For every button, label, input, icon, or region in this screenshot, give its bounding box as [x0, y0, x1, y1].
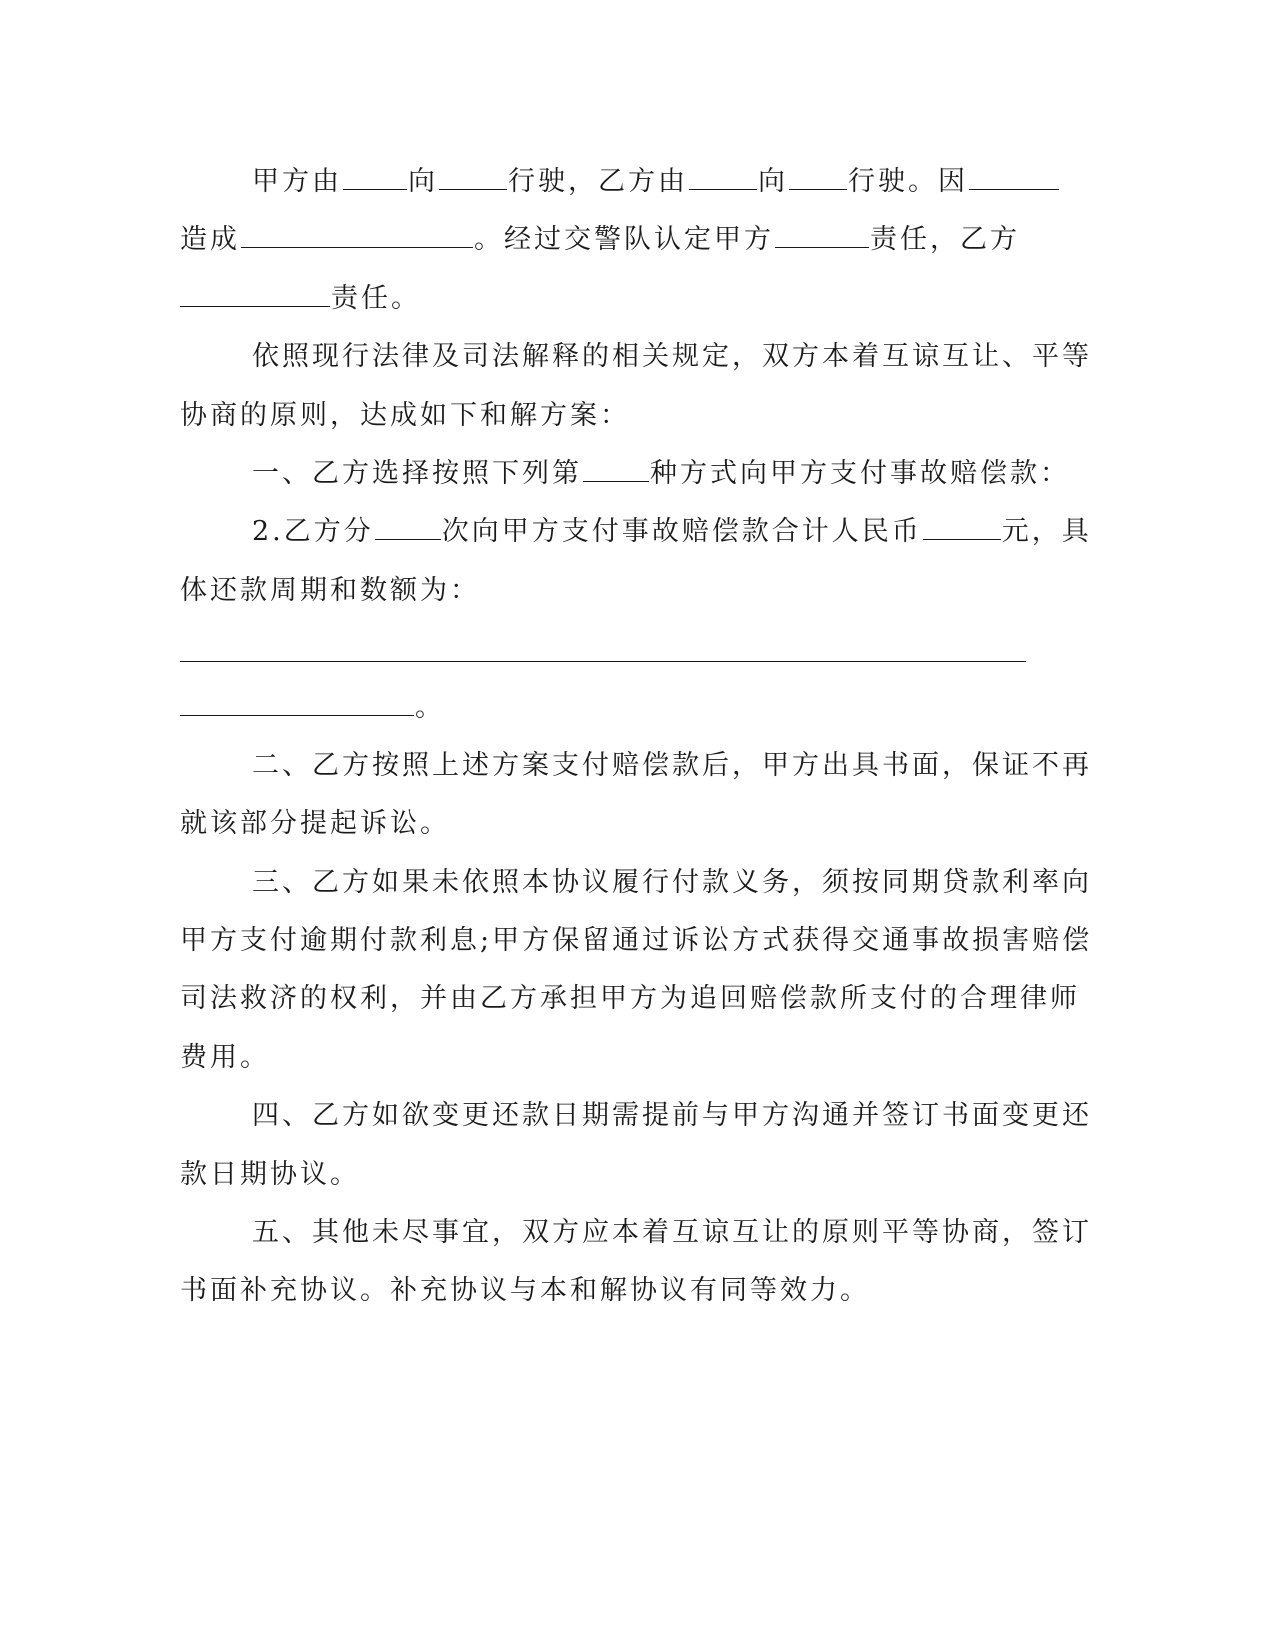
text: 造成	[180, 224, 240, 256]
text: 责任，乙方	[870, 224, 1020, 256]
text: 。经过交警队认定甲方	[474, 224, 774, 256]
text: 一、乙方选择按照下列第	[252, 457, 582, 489]
clause-3-line-3: 司法救济的权利，并由乙方承担甲方为追回赔偿款所支付的合理律师	[180, 983, 1080, 1015]
paragraph-1-line-2	[180, 211, 1030, 269]
clause-3-line-2: 甲方支付逾期付款利息;甲方保留通过诉讼方式获得交通事故损害赔偿	[180, 925, 1093, 957]
blank-field	[241, 217, 473, 248]
paragraph-2-line-2: 协商的原则，达成如下和解方案：	[180, 399, 630, 431]
text: 向	[408, 166, 438, 197]
clause-2-line-2: 就该部分提起诉讼。	[180, 808, 450, 840]
clause-3-line-4: 费用。	[180, 1041, 270, 1073]
blank-field	[375, 509, 441, 540]
blank-field	[789, 159, 847, 190]
blank-rule	[180, 620, 1026, 662]
blank-field	[923, 509, 1001, 540]
text: 甲方由	[252, 166, 342, 197]
paragraph-1-line-3	[180, 270, 1030, 328]
blank-field	[180, 276, 330, 307]
text: 行驶，乙方由	[508, 166, 688, 197]
text: 向	[758, 166, 788, 197]
clause-4-line-2: 款日期协议。	[180, 1158, 360, 1190]
text: 。	[415, 691, 445, 723]
text: 种方式向甲方支付事故赔偿款：	[650, 457, 1070, 489]
clause-1	[180, 445, 1070, 503]
blank-field	[583, 451, 649, 482]
blank-field	[775, 217, 869, 248]
document-page	[180, 153, 1093, 1321]
blank-field	[180, 685, 414, 716]
clause-5-line-1: 五、其他未尽事宜，双方应本着互谅互让的原则平等协商，签订	[252, 1217, 1092, 1249]
clause-1-option-2-line-3	[180, 620, 1030, 678]
clause-1-option-2-line-2: 体还款周期和数额为：	[180, 574, 480, 606]
clause-3-line-1: 三、乙方如果未依照本协议履行付款义务，须按同期贷款利率向	[252, 866, 1092, 898]
text: 行驶。因	[848, 166, 968, 197]
paragraph-2-line-1: 依照现行法律及司法解释的相关规定，双方本着互谅互让、平等	[252, 341, 1092, 373]
clause-5-line-2: 书面补充协议。补充协议与本和解协议有同等效力。	[180, 1275, 870, 1307]
text: 2.乙方分	[252, 516, 374, 548]
blank-field	[343, 159, 407, 190]
text: 元，具	[1001, 516, 1092, 548]
clause-1-option-2-line-4	[180, 679, 1030, 737]
text: 责任。	[331, 282, 421, 314]
blank-field	[969, 159, 1059, 190]
paragraph-1-line-1	[180, 153, 1030, 211]
text: 次向甲方支付事故赔偿款合计人民币	[441, 516, 922, 548]
clause-4-line-1: 四、乙方如欲变更还款日期需提前与甲方沟通并签订书面变更还	[252, 1100, 1092, 1132]
clause-1-option-2-line-1	[180, 503, 1092, 561]
blank-field	[689, 159, 757, 190]
clause-2-line-1: 二、乙方按照上述方案支付赔偿款后，甲方出具书面，保证不再	[252, 749, 1092, 781]
blank-field	[439, 159, 507, 190]
